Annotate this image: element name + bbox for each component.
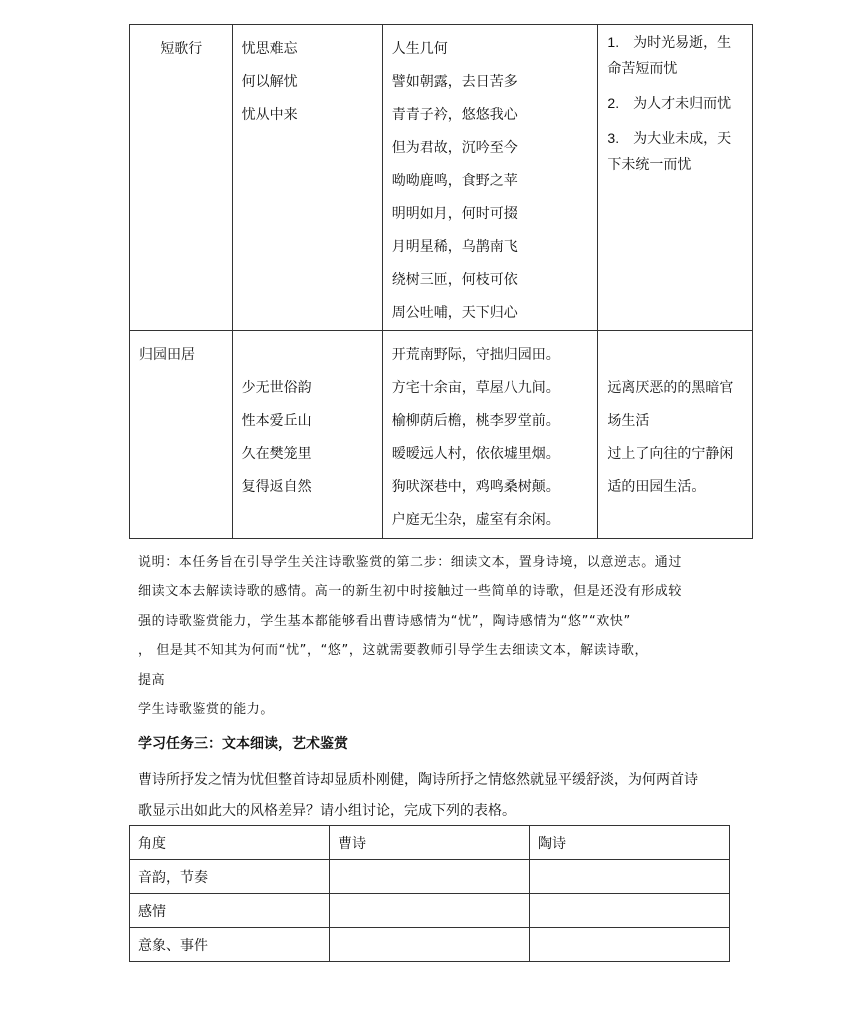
- verse-line: 明明如月，何时可掇: [391, 206, 518, 222]
- verse-line: 周公吐哺，天下归心: [391, 305, 518, 321]
- reason-number: 1.: [607, 34, 620, 50]
- note-line: 提高: [138, 672, 166, 688]
- table-row: [130, 894, 730, 928]
- poem-title: 短歌行: [160, 41, 203, 57]
- verses-cell: [382, 25, 598, 331]
- paragraph-line: 歌显示出如此大的风格差异？请小组讨论，完成下列的表格。: [138, 803, 516, 819]
- note-line: ， 但是其不知其为何而“忧”，“悠”，这就需要教师引导学生去细读文本，解读诗歌，: [138, 643, 649, 659]
- header-cell: 角度: [130, 826, 330, 860]
- task-paragraph: [138, 765, 753, 827]
- table-cell: 感情: [130, 894, 330, 928]
- verse-line: 青青子衿，悠悠我心: [391, 107, 518, 123]
- explanation-note: [138, 548, 748, 724]
- note-line: 细读文本去解读诗歌的感情。高一的新生初中时接触过一些简单的诗歌，但是还没有形成较: [138, 584, 683, 600]
- poem-title-cell: [130, 25, 233, 331]
- verse-line: 人生几何: [391, 41, 448, 57]
- reason-number: 2.: [607, 95, 620, 111]
- header-cell: 曹诗: [330, 826, 530, 860]
- reason-item: [607, 90, 744, 117]
- verses-cell: [382, 331, 598, 539]
- note-line: 说明：本任务旨在引导学生关注诗歌鉴赏的第二步：细读文本，置身诗境，以意逆志。通过: [138, 555, 683, 570]
- table-cell: [330, 894, 530, 928]
- verse-line: 方宅十余亩，草屋八九间。: [391, 380, 560, 396]
- comparison-table: [129, 825, 730, 962]
- note-line: 强的诗歌鉴赏能力，学生基本都能够看出曹诗感情为“忧”，陶诗感情为“悠”“欢快”: [138, 613, 631, 629]
- table-cell: [530, 928, 730, 962]
- emotion-word: 少无世俗韵: [241, 380, 312, 396]
- table-cell: [330, 860, 530, 894]
- task-heading: 学习任务三：文本细读，艺术鉴赏: [138, 736, 348, 752]
- table-cell: 音韵，节奏: [130, 860, 330, 894]
- table-cell: [330, 928, 530, 962]
- poem-analysis-table: [129, 24, 753, 539]
- verse-line: 狗吠深巷中，鸡鸣桑树颠。: [391, 479, 560, 495]
- paragraph-line: 曹诗所抒发之情为忧但整首诗却显质朴刚健，陶诗所抒之情悠然就显平缓舒淡，为何两首诗: [138, 772, 698, 788]
- verse-line: 呦呦鹿鸣，食野之苹: [391, 173, 518, 189]
- poem-title-cell: [130, 331, 233, 539]
- reason-number: 3.: [607, 130, 620, 146]
- emotion-word: 性本爱丘山: [241, 413, 312, 429]
- header-cell: 陶诗: [530, 826, 730, 860]
- verse-line: 譬如朝露，去日苦多: [391, 74, 518, 90]
- table-row: [130, 331, 753, 539]
- verse-line: 暧暧远人村，依依墟里烟。: [391, 446, 560, 462]
- reason-text: 为时光易逝，生命苦短而忧: [607, 35, 732, 77]
- reason-item: [607, 29, 744, 82]
- emotion-words-cell: [232, 331, 382, 539]
- table-cell: 意象、事件: [130, 928, 330, 962]
- emotion-word: 忧思难忘: [241, 41, 298, 57]
- emotion-word: 忧从中来: [241, 107, 298, 123]
- reason-text: 远离厌恶的的黑暗官场生活: [607, 380, 734, 429]
- emotion-word: 久在樊笼里: [241, 446, 312, 462]
- emotion-word: 何以解忧: [241, 74, 298, 90]
- table-row: [130, 928, 730, 962]
- reasons-cell: [598, 25, 753, 331]
- verse-line: 但为君故，沉吟至今: [391, 140, 518, 156]
- emotion-words-cell: [232, 25, 382, 331]
- note-line: 学生诗歌鉴赏的能力。: [138, 702, 275, 718]
- reason-text: 为人才未归而忧: [633, 96, 732, 112]
- reason-text: 过上了向往的宁静闲适的田园生活。: [607, 446, 734, 495]
- table-row: [130, 860, 730, 894]
- verse-line: 开荒南野际，守拙归园田。: [391, 347, 560, 363]
- poem-title: 归园田居: [139, 347, 195, 363]
- reasons-cell: [598, 331, 753, 539]
- reason-item: [607, 125, 744, 178]
- emotion-word: 复得返自然: [241, 479, 312, 495]
- verse-line: 绕树三匝，何枝可依: [391, 272, 518, 288]
- verse-line: 榆柳荫后檐，桃李罗堂前。: [391, 413, 560, 429]
- table-cell: [530, 860, 730, 894]
- reason-text: 为大业未成，天下未统一而忧: [607, 131, 732, 173]
- table-row: [130, 25, 753, 331]
- verse-line: 户庭无尘杂，虚室有余闲。: [391, 512, 560, 528]
- table-header-row: [130, 826, 730, 860]
- verse-line: 月明星稀，乌鹊南飞: [391, 239, 518, 255]
- table-cell: [530, 894, 730, 928]
